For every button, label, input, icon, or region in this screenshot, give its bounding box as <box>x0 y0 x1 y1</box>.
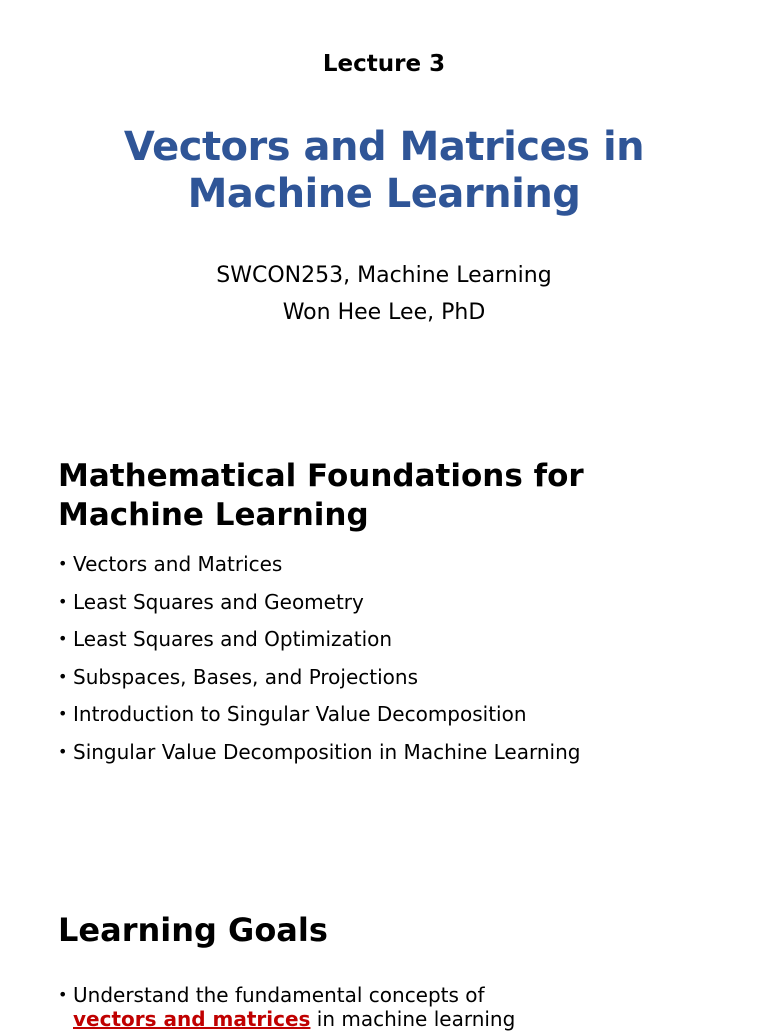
bullet-icon: • <box>58 666 68 686</box>
outline-slide <box>0 380 768 860</box>
bullet-icon: • <box>58 704 68 724</box>
title-slide <box>0 0 768 380</box>
list-item-text: Least Squares and Optimization <box>73 627 393 652</box>
goals-heading: Learning Goals <box>58 911 328 949</box>
list-item <box>58 738 738 776</box>
bullet-icon: • <box>58 554 68 573</box>
goals-slide <box>0 860 768 1031</box>
bullet-icon: • <box>58 591 68 611</box>
list-item <box>58 588 738 626</box>
bullet-icon: • <box>58 741 68 761</box>
list-item <box>58 700 738 738</box>
list-item-text: Subspaces, Bases, and Projections <box>73 664 419 689</box>
outline-heading-line-1: Mathematical Foundations for <box>58 458 584 494</box>
lecture-title-line-1: Vectors and Matrices in <box>123 124 645 170</box>
list-item-text: Vectors and Matrices <box>73 552 283 576</box>
bullet-icon: • <box>58 629 68 649</box>
author-name: Won Hee Lee, PhD <box>282 300 486 325</box>
course-name: SWCON253, Machine Learning <box>216 263 552 288</box>
goal-highlight: vectors and matrices <box>73 1007 311 1031</box>
bullet-icon: • <box>58 985 68 1004</box>
goal-text-line-2 <box>73 1007 738 1031</box>
goal-text-line-1: Understand the fundamental concepts of <box>73 983 485 1007</box>
lecture-label: Lecture 3 <box>322 51 446 77</box>
list-item-text: Introduction to Singular Value Decomposition <box>73 702 527 727</box>
topic-list <box>58 550 738 776</box>
list-item <box>58 550 738 588</box>
lecture-title <box>0 124 768 218</box>
list-item <box>58 625 738 663</box>
list-item-text: Singular Value Decomposition in Machine Learning <box>73 739 581 764</box>
outline-heading <box>58 457 738 535</box>
goal-text-rest: in machine learning <box>310 1007 516 1031</box>
outline-heading-line-2: Machine Learning <box>58 497 369 533</box>
list-item-text: Least Squares and Geometry <box>73 589 364 614</box>
lecture-title-line-2: Machine Learning <box>187 171 581 217</box>
list-item <box>58 663 738 701</box>
